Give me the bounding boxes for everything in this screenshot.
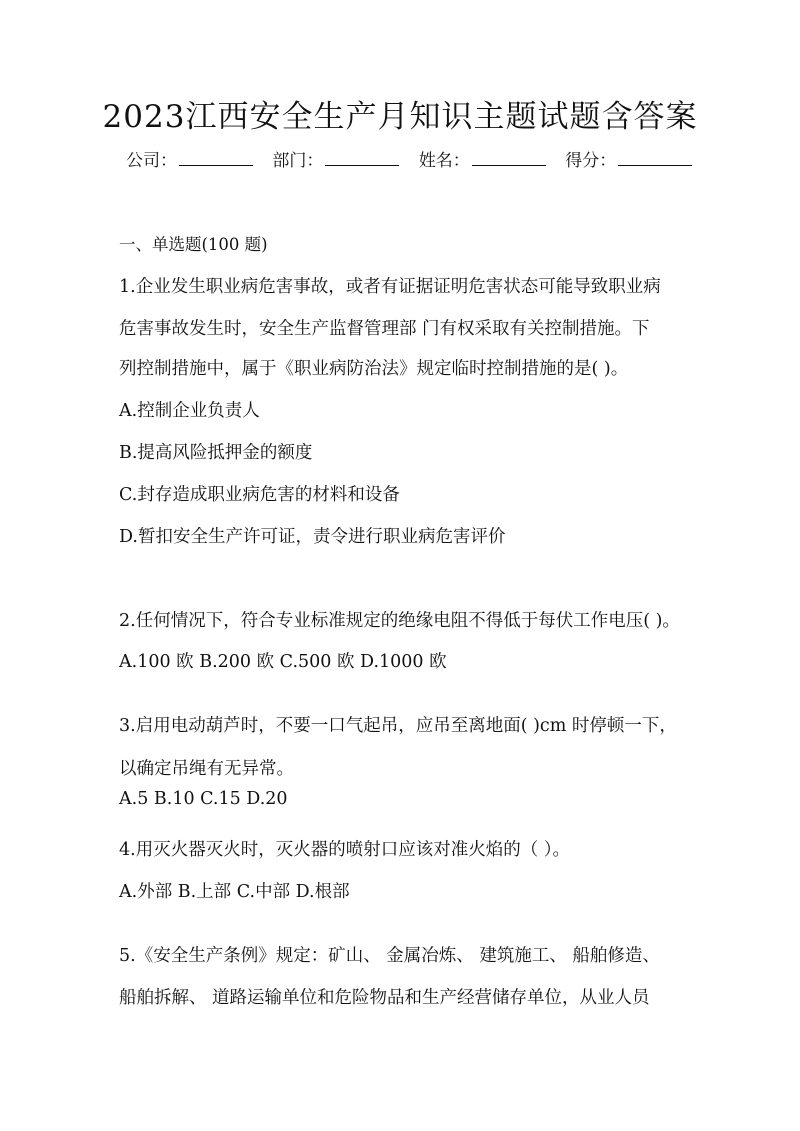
department-blank[interactable]: [325, 151, 399, 166]
document-title: 2023江西安全生产月知识主题试题含答案: [102, 99, 698, 135]
department-label: 部门：: [272, 151, 324, 171]
name-field: [419, 150, 546, 172]
question-4-line-1: 4.用灭火器灭火时，灭火器的喷射口应该对准火焰的（ ）。: [119, 840, 571, 860]
name-blank[interactable]: [472, 151, 546, 166]
score-label: 得分：: [565, 151, 617, 171]
question-4-options: A.外部 B.上部 C.中部 D.根部: [119, 882, 350, 902]
question-5-line-1: 5.《安全生产条例》规定：矿山、 金属冶炼、 建筑施工、 船舶修造、: [119, 946, 660, 966]
question-2-options: A.100 欧 B.200 欧 C.500 欧 D.1000 欧: [119, 652, 447, 672]
question-1-option-c: C.封存造成职业病危害的材料和设备: [119, 485, 400, 505]
question-1-option-d: D.暂扣安全生产许可证，责令进行职业病危害评价: [119, 527, 506, 547]
question-1-option-a: A.控制企业负责人: [119, 401, 260, 421]
name-label: 姓名：: [418, 151, 470, 171]
section-title: 一、单选题(100 题): [119, 235, 268, 254]
question-1-option-b: B.提高风险抵押金的额度: [119, 443, 313, 463]
question-1-line-1: 1.企业发生职业病危害事故，或者有证据证明危害状态可能导致职业病: [119, 277, 661, 297]
score-blank[interactable]: [618, 151, 692, 166]
question-3-line-2: 以确定吊绳有无异常。: [119, 759, 294, 779]
question-3-options: A.5 B.10 C.15 D.20: [119, 789, 288, 809]
question-3-line-1: 3.启用电动葫芦时，不要一口气起吊，应吊至离地面( )cm 时停顿一下，: [119, 716, 677, 736]
exam-header-fields: [126, 150, 706, 172]
department-field: [272, 150, 399, 172]
company-label: 公司：: [126, 151, 177, 171]
question-1-line-2: 危害事故发生时，安全生产监督管理部 门有权采取有关控制措施。下: [119, 319, 650, 339]
question-2-line-1: 2.任何情况下，符合专业标准规定的绝缘电阻不得低于每伏工作电压( )。: [119, 611, 680, 631]
company-field: [126, 150, 253, 172]
score-field: [565, 150, 692, 172]
question-5-line-2: 船舶拆解、 道路运输单位和危险物品和生产经营储存单位，从业人员: [119, 988, 650, 1008]
question-1-line-3: 列控制措施中，属于《职业病防治法》规定临时控制措施的是( )。: [119, 359, 629, 379]
company-blank[interactable]: [179, 151, 253, 166]
